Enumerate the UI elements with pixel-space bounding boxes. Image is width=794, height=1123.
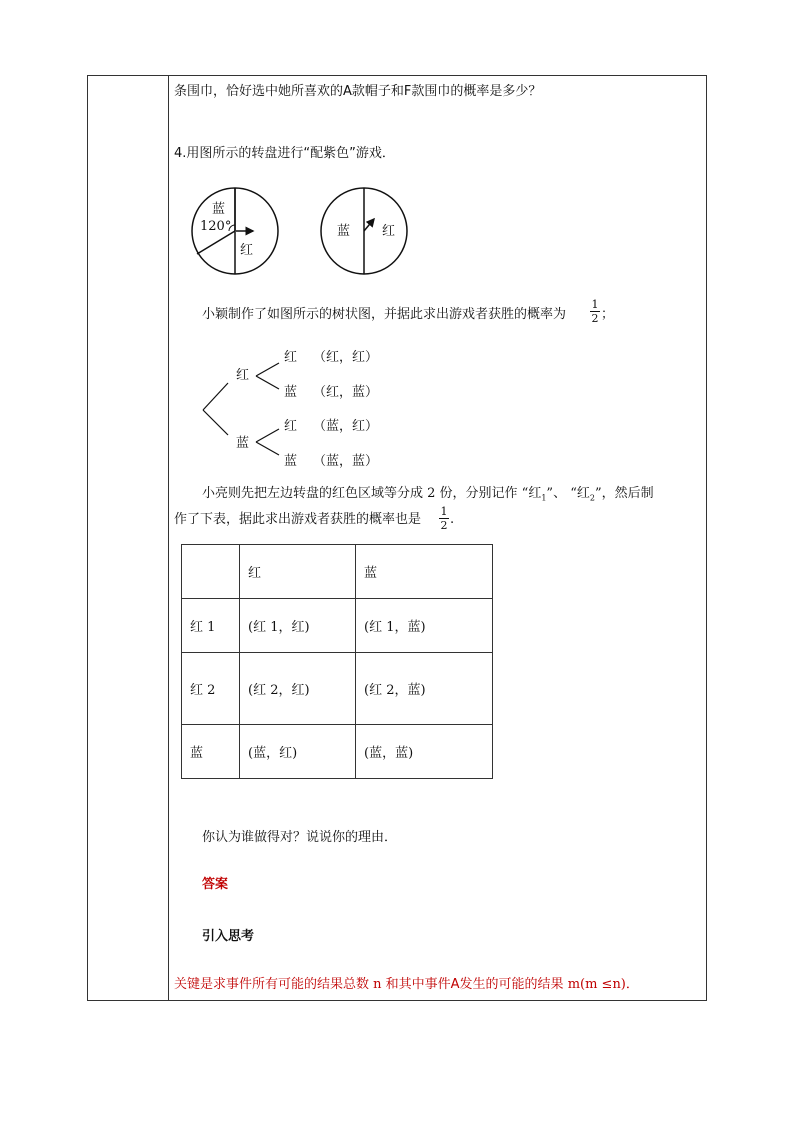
- tree-outcome-2: （红，蓝）: [313, 385, 379, 400]
- outcome-table: [181, 544, 493, 779]
- left-spinner-red-label: 红: [240, 243, 254, 258]
- key-n: n: [373, 977, 382, 992]
- fraction-denominator: 2: [591, 312, 599, 325]
- table-cell: (红 1，红): [240, 599, 356, 653]
- table-cell: 蓝: [356, 545, 493, 599]
- table-cell: (蓝，红): [240, 725, 356, 779]
- key-mid: 和其中事件A发生的可能的结果: [381, 977, 568, 992]
- liang-line1-text: 小亮则先把左边转盘的红色区域等分成 2 份，分别记作 “红: [202, 486, 542, 501]
- table-cell: (红 2，蓝): [356, 653, 493, 725]
- tree-first-blue: 蓝: [236, 436, 250, 451]
- tree-second-1: 红: [284, 350, 298, 365]
- table-row: [182, 599, 493, 653]
- liang-line1: [202, 486, 654, 507]
- tree-first-red: 红: [236, 368, 250, 383]
- liang-sub2: 2: [589, 493, 595, 503]
- right-spinner-blue-label: 蓝: [337, 224, 351, 239]
- tree-second-4: 蓝: [284, 454, 298, 469]
- liang-line2: 作了下表，据此求出游戏者获胜的概率也是: [174, 512, 422, 527]
- table-cell: 红 1: [182, 599, 240, 653]
- tree-outcome-4: （蓝，蓝）: [313, 454, 379, 469]
- tree-outcome-1: （红，红）: [313, 350, 379, 365]
- table-cell: (红 2，红): [240, 653, 356, 725]
- tree-second-2: 蓝: [284, 385, 298, 400]
- table-cell: 红 2: [182, 653, 240, 725]
- table-row: [182, 725, 493, 779]
- ying-text: 小颖制作了如图所示的树状图，并据此求出游戏者获胜的概率为: [202, 307, 567, 322]
- fraction-numerator: 1: [440, 505, 448, 518]
- tree-outcome-3: （蓝，红）: [313, 419, 379, 434]
- table-cell: (蓝，蓝): [356, 725, 493, 779]
- intro-label: 引入思考: [202, 929, 255, 944]
- question-text: 你认为谁做得对？说说你的理由．: [202, 830, 398, 845]
- right-pointer: [364, 219, 374, 231]
- key-m: m(m ≤n): [567, 977, 626, 992]
- ying-end: ；: [601, 307, 615, 322]
- key-idea-line: [174, 977, 639, 993]
- fraction-numerator: 1: [591, 298, 599, 311]
- key-end: ．: [625, 977, 639, 992]
- table-header-row: [182, 545, 493, 599]
- problem4-stem: 4.用图所示的转盘进行“配紫色”游戏．: [174, 146, 395, 161]
- right-spinner-red-label: 红: [382, 224, 396, 239]
- fraction-denominator: 2: [440, 519, 448, 532]
- ying-fraction: [590, 299, 600, 324]
- liang-mid: ”、 “红: [546, 486, 590, 501]
- liang-line1-end: ”，然后制: [594, 486, 654, 501]
- table-cell: 蓝: [182, 725, 240, 779]
- table-cell: [182, 545, 240, 599]
- liang-fraction: [439, 506, 449, 531]
- left-spinner-blue-label: 蓝: [212, 202, 226, 217]
- table-cell: 红: [240, 545, 356, 599]
- answer-label: 答案: [202, 877, 229, 892]
- key-prefix: 关键是求事件所有可能的结果总数: [174, 977, 374, 992]
- liang-sub1: 1: [541, 493, 547, 503]
- table-row: [182, 653, 493, 725]
- problem3-tail: 条围巾，恰好选中她所喜欢的A款帽子和F款围巾的概率是多少？: [174, 84, 542, 99]
- left-spinner-angle-label: 120°: [200, 219, 232, 234]
- liang-line2-end: .: [450, 512, 455, 527]
- tree-second-3: 红: [284, 419, 298, 434]
- table-cell: (红 1，蓝): [356, 599, 493, 653]
